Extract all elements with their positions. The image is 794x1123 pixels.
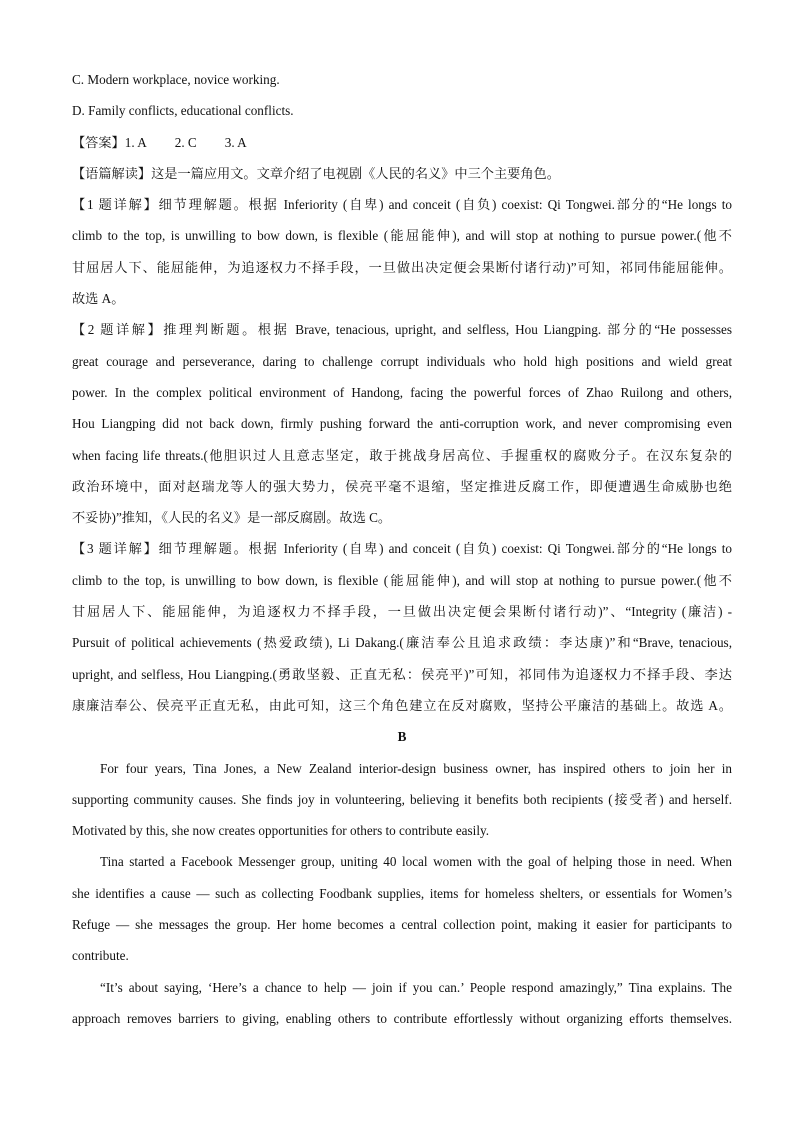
- answer-item-3: 3. A: [224, 134, 247, 150]
- answer-label: 【答案】: [72, 134, 125, 150]
- q1-line: 故选 A。: [72, 291, 125, 307]
- option-d: D. Family conflicts, educational conflicts.: [72, 103, 294, 119]
- q3-line: upright, and selfless, Hou Liangping.(勇敢坚毅、正直无私：侯亮平)”可知，祁同伟为追逐权力不择手段、李达: [72, 666, 732, 682]
- q1-line: climb to the top, is unwilling to bow down, is flexible (能屈能伸), and will stop at nothing to pursue power.(他不: [72, 228, 732, 244]
- q2-line: 【2 题详解】推理判断题。根据 Brave, tenacious, upright, and selfless, Hou Liangping. 部分的“He possesses: [72, 322, 732, 338]
- q3-line: 康廉洁奉公、侯亮平正直无私，由此可知，这三个角色建立在反对腐败，坚持公平廉洁的基础上。故选 A。: [72, 697, 732, 713]
- q1-explanation: [72, 189, 732, 314]
- q2-line: Hou Liangping did not back down, firmly pushing forward the anti-corruption work, and never compromising even: [72, 416, 732, 432]
- q1-line: 甘屈居人下、能屈能伸，为追逐权力不择手段，一旦做出决定便会果断付诸行动)”可知，祁同伟能屈能伸。: [72, 259, 732, 275]
- q3-line: 甘屈居人下、能屈能伸，为追逐权力不择手段，一旦做出决定便会果断付诸行动)”、“Integrity (廉洁) -: [72, 604, 732, 620]
- paragraph-line: contribute.: [72, 948, 129, 964]
- answer-item-1: 1. A: [124, 134, 147, 150]
- q2-line: great courage and perseverance, daring to challenge corrupt individuals who hold high positions and wield great: [72, 353, 732, 369]
- passage-paragraph-1: [72, 753, 732, 847]
- paragraph-line: supporting community causes. She finds joy in volunteering, believing it benefits both recipients (接受者) and herself.: [72, 791, 732, 807]
- passage-analysis: 【语篇解读】这是一篇应用文。文章介绍了电视剧《人民的名义》中三个主要角色。: [72, 165, 560, 181]
- q3-line: 【3 题详解】细节理解题。根据 Inferiority (自卑) and conceit (自负) coexist: Qi Tongwei.部分的“He longs to: [72, 541, 732, 557]
- q2-line: 不妥协)”推知，《人民的名义》是一部反腐剧。故选 C。: [72, 510, 392, 526]
- section-heading-b: B: [397, 729, 407, 745]
- paragraph-line: approach removes barriers to giving, enabling others to contribute effortlessly without organizing efforts themselves.: [72, 1010, 732, 1026]
- paragraph-line: “It’s about saying, ‘Here’s a chance to help — join if you can.’ People respond amazingly,” Tina explains. The: [100, 979, 732, 995]
- passage-paragraph-3: [72, 972, 732, 1035]
- paragraph-line: For four years, Tina Jones, a New Zealand interior-design business owner, has inspired others to join her in: [100, 760, 732, 776]
- paragraph-line: Tina started a Facebook Messenger group, uniting 40 local women with the goal of helping those in need. When: [100, 854, 732, 870]
- paragraph-line: Refuge — she messages the group. Her home becomes a central collection point, making it easier for participants to: [72, 917, 732, 933]
- q3-explanation: [72, 533, 732, 721]
- q2-line: 政治环境中，面对赵瑞龙等人的强大势力，侯亮平毫不退缩，坚定推进反腐工作，即便遭遇生命威胁也绝: [72, 478, 732, 494]
- answer-item-2: 2. C: [174, 134, 197, 150]
- answer-line: [72, 127, 732, 158]
- document-content: [72, 64, 732, 1034]
- option-c: C. Modern workplace, novice working.: [72, 72, 280, 87]
- q2-line: power. In the complex political environment of Handong, facing the powerful forces of Zhao Ruilong and others,: [72, 384, 732, 400]
- q3-line: climb to the top, is unwilling to bow down, is flexible (能屈能伸), and will stop at nothing to pursue power.(他不: [72, 572, 732, 588]
- q2-explanation: [72, 314, 732, 533]
- q3-line: Pursuit of political achievements (热爱政绩), Li Dakang.(廉洁奉公且追求政绩：李达康)”和“Brave, tenacious,: [72, 635, 732, 651]
- passage-paragraph-2: [72, 846, 732, 971]
- paragraph-line: she identifies a cause — such as collecting Foodbank supplies, items for homeless shelters, or essentials for Women’s: [72, 885, 732, 901]
- paragraph-line: Motivated by this, she now creates opportunities for others to contribute easily.: [72, 823, 490, 839]
- q1-line: 【1 题详解】细节理解题。根据 Inferiority (自卑) and conceit (自负) coexist: Qi Tongwei.部分的“He longs to: [72, 197, 732, 213]
- q2-line: when facing life threats.(他胆识过人且意志坚定，敢于挑战身居高位、手握重权的腐败分子。在汉东复杂的: [72, 447, 732, 463]
